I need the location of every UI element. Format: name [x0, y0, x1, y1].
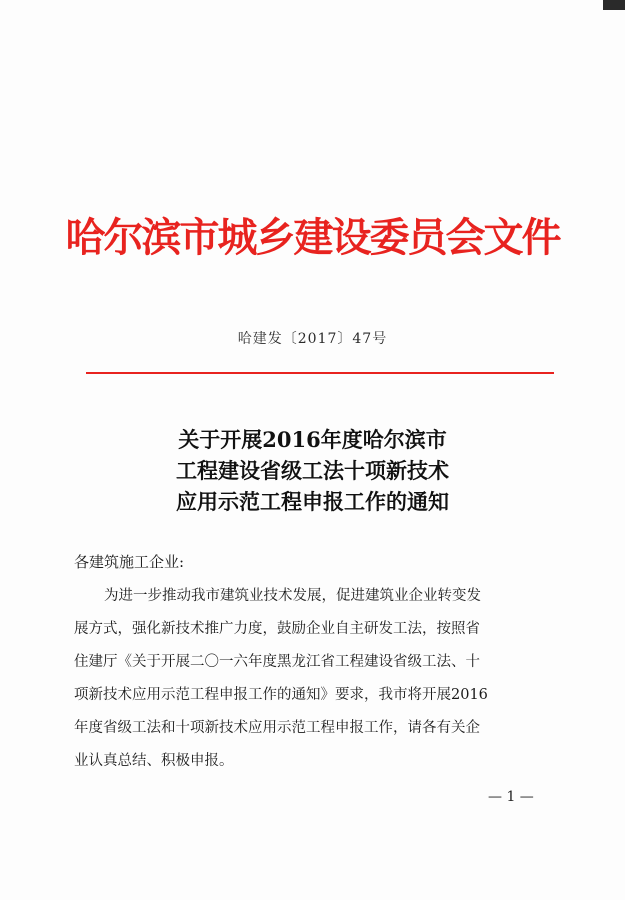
- notice-title-line: 工程建设省级工法十项新技术: [176, 458, 449, 483]
- document-number: 哈建发〔2017〕47号: [237, 331, 388, 347]
- body-line: 业认真总结、积极申报。: [74, 753, 234, 769]
- addressee: 各建筑施工企业:: [74, 553, 185, 571]
- notice-title-line: 应用示范工程申报工作的通知: [176, 489, 449, 514]
- notice-title-line: 关于开展2016年度哈尔滨市: [178, 427, 447, 452]
- issuing-authority-title: 哈尔滨市城乡建设委员会文件: [65, 214, 560, 261]
- scan-corner-mark: [603, 0, 625, 10]
- notice-body: [74, 580, 552, 778]
- body-line: 为进一步推动我市建筑业技术发展，促进建筑业企业转变发: [104, 588, 481, 604]
- body-line: 展方式，强化新技术推广力度，鼓励企业自主研发工法，按照省: [74, 621, 480, 637]
- page-number: — 1 —: [488, 789, 534, 805]
- red-separator-line: [86, 372, 554, 374]
- body-line: 住建厅《关于开展二〇一六年度黑龙江省工程建设省级工法、十: [74, 654, 480, 670]
- body-line: 项新技术应用示范工程申报工作的通知》要求，我市将开展2016: [74, 687, 488, 703]
- body-line: 年度省级工法和十项新技术应用示范工程申报工作，请各有关企: [74, 720, 480, 736]
- notice-title: [0, 424, 625, 517]
